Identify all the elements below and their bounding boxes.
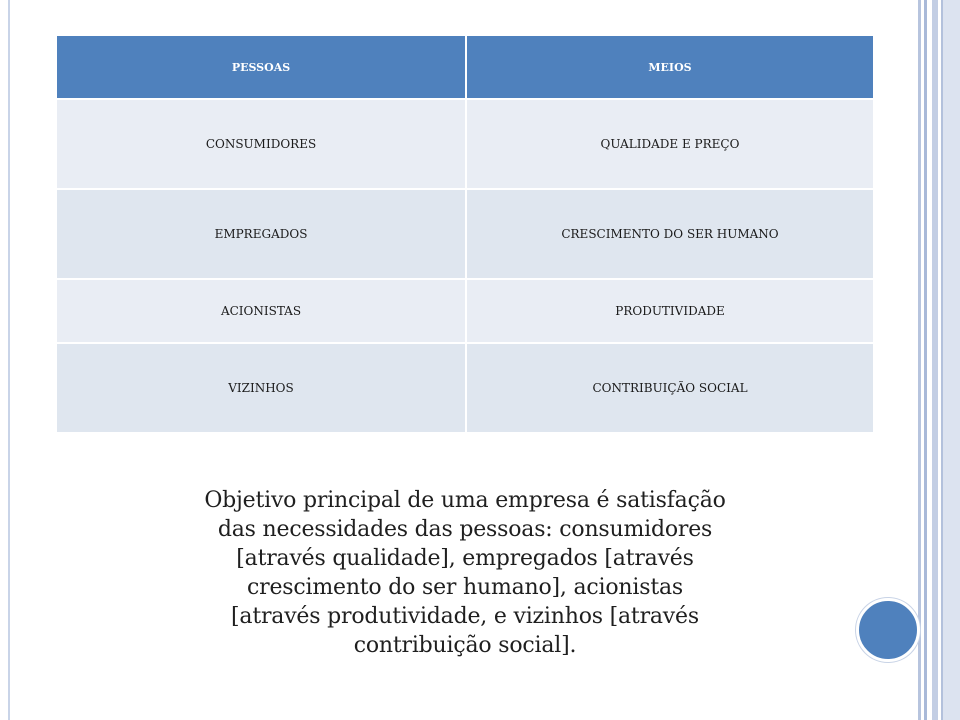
table-row [57,280,873,344]
caption-line: das necessidades das pessoas: consumidores [217,517,713,542]
table-row [57,190,873,280]
caption-line: crescimento do ser humano], acionistas [247,575,683,600]
cell-pessoa: CONSUMIDORES [57,100,467,190]
decor-bar [941,0,960,720]
caption-line: [através qualidade], empregados [através [236,546,694,571]
cell-meio: CRESCIMENTO DO SER HUMANO [467,190,873,280]
caption-line: [através produtividade, e vizinhos [através [231,604,699,629]
decor-bar [924,0,927,720]
table-row [57,100,873,190]
caption-line: contribuição social]. [353,633,577,658]
cell-meio: PRODUTIVIDADE [467,280,873,344]
table-row [57,344,873,434]
decor-bar [918,0,921,720]
objective-caption [160,486,770,660]
table-header-row [57,36,873,100]
decor-bar [932,0,938,720]
header-meios: MEIOS [467,36,873,100]
caption-line: Objetivo principal de uma empresa é satisfação [204,488,726,513]
cell-pessoa: EMPREGADOS [57,190,467,280]
people-means-table [57,36,873,434]
cell-meio: QUALIDADE E PREÇO [467,100,873,190]
right-decorative-bars [916,0,960,720]
left-border-line [8,0,10,720]
header-pessoas: PESSOAS [57,36,467,100]
decorative-circle [856,598,920,662]
cell-meio: CONTRIBUIÇÃO SOCIAL [467,344,873,434]
cell-pessoa: ACIONISTAS [57,280,467,344]
cell-pessoa: VIZINHOS [57,344,467,434]
